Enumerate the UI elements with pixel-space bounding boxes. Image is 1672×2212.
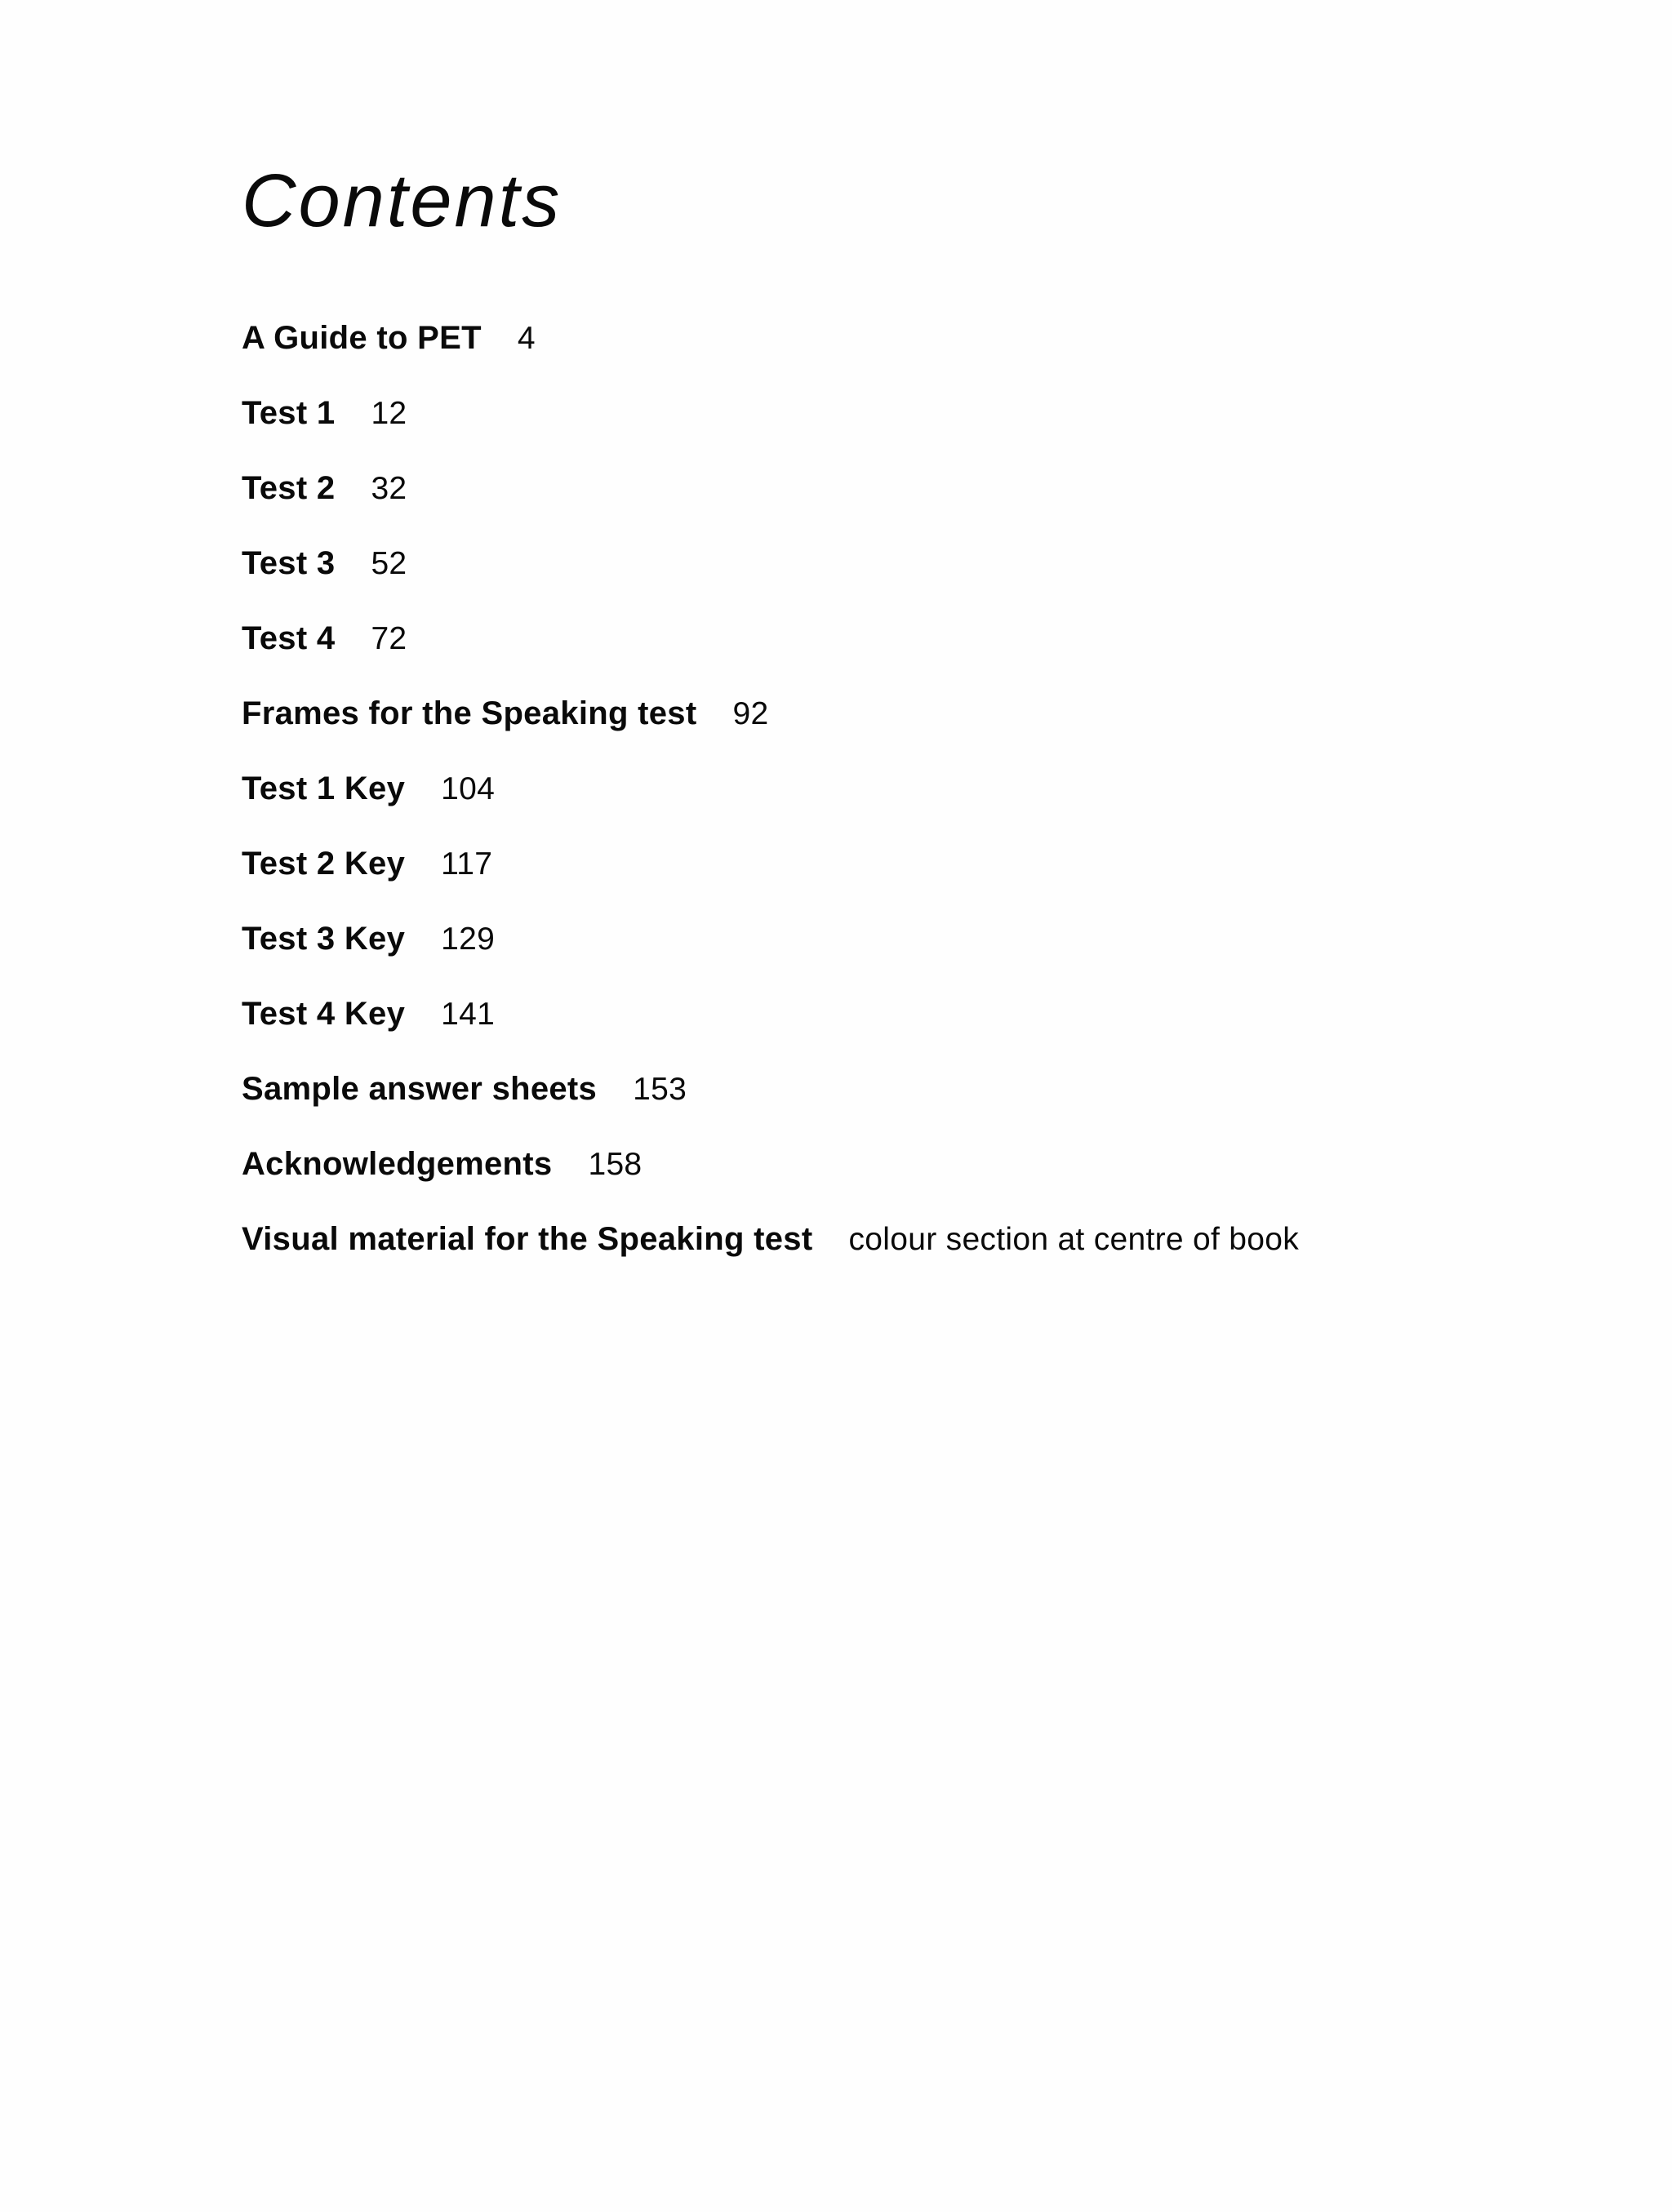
toc-entry-test-3-key	[242, 921, 1299, 996]
toc-entry-page: 141	[441, 997, 496, 1032]
toc-entry-answer-sheets	[242, 1071, 1299, 1146]
toc-entry-page: 32	[371, 471, 407, 506]
page-title: Contents	[242, 159, 563, 242]
toc-entry-title: A Guide to PET	[242, 320, 482, 356]
toc-entry-page: 4	[517, 321, 536, 356]
toc-entry-page: 153	[633, 1072, 687, 1107]
toc-entry-page: 158	[588, 1147, 643, 1182]
toc-entry-page: 92	[732, 696, 769, 731]
toc-entry-title: Test 1	[242, 395, 336, 431]
toc-entry-title: Sample answer sheets	[242, 1071, 598, 1107]
toc-entry-title: Test 2 Key	[242, 846, 406, 882]
toc-entry-test-1	[242, 395, 1299, 470]
toc-entry-test-1-key	[242, 771, 1299, 846]
toc-entry-page: 104	[441, 771, 496, 806]
toc-entry-title: Test 4	[242, 620, 336, 656]
toc-entry-visual-material	[242, 1221, 1299, 1296]
toc-entry-test-4	[242, 620, 1299, 695]
toc-entry-test-4-key	[242, 996, 1299, 1071]
toc-entry-title: Acknowledgements	[242, 1146, 553, 1182]
toc-entry-test-2-key	[242, 846, 1299, 921]
toc-entry-page: colour section at centre of book	[848, 1222, 1300, 1257]
toc-entry-speaking-frames	[242, 695, 1299, 771]
toc-entry-title: Test 2	[242, 470, 336, 506]
toc-entry-title: Visual material for the Speaking test	[242, 1221, 813, 1257]
toc-entry-test-2	[242, 470, 1299, 545]
table-of-contents	[242, 320, 1299, 1296]
toc-entry-title: Test 1 Key	[242, 771, 406, 806]
toc-entry-title: Test 3 Key	[242, 921, 406, 957]
toc-entry-title: Test 4 Key	[242, 996, 406, 1032]
toc-entry-test-3	[242, 545, 1299, 620]
toc-entry-page: 52	[371, 546, 407, 581]
toc-entry-page: 12	[371, 396, 407, 431]
toc-entry-title: Frames for the Speaking test	[242, 695, 697, 731]
toc-entry-page: 129	[441, 922, 496, 957]
toc-entry-page: 72	[371, 621, 407, 656]
toc-entry-page: 117	[441, 846, 493, 882]
toc-entry-title: Test 3	[242, 545, 336, 581]
toc-entry-acknowledgements	[242, 1146, 1299, 1221]
toc-entry-guide	[242, 320, 1299, 395]
